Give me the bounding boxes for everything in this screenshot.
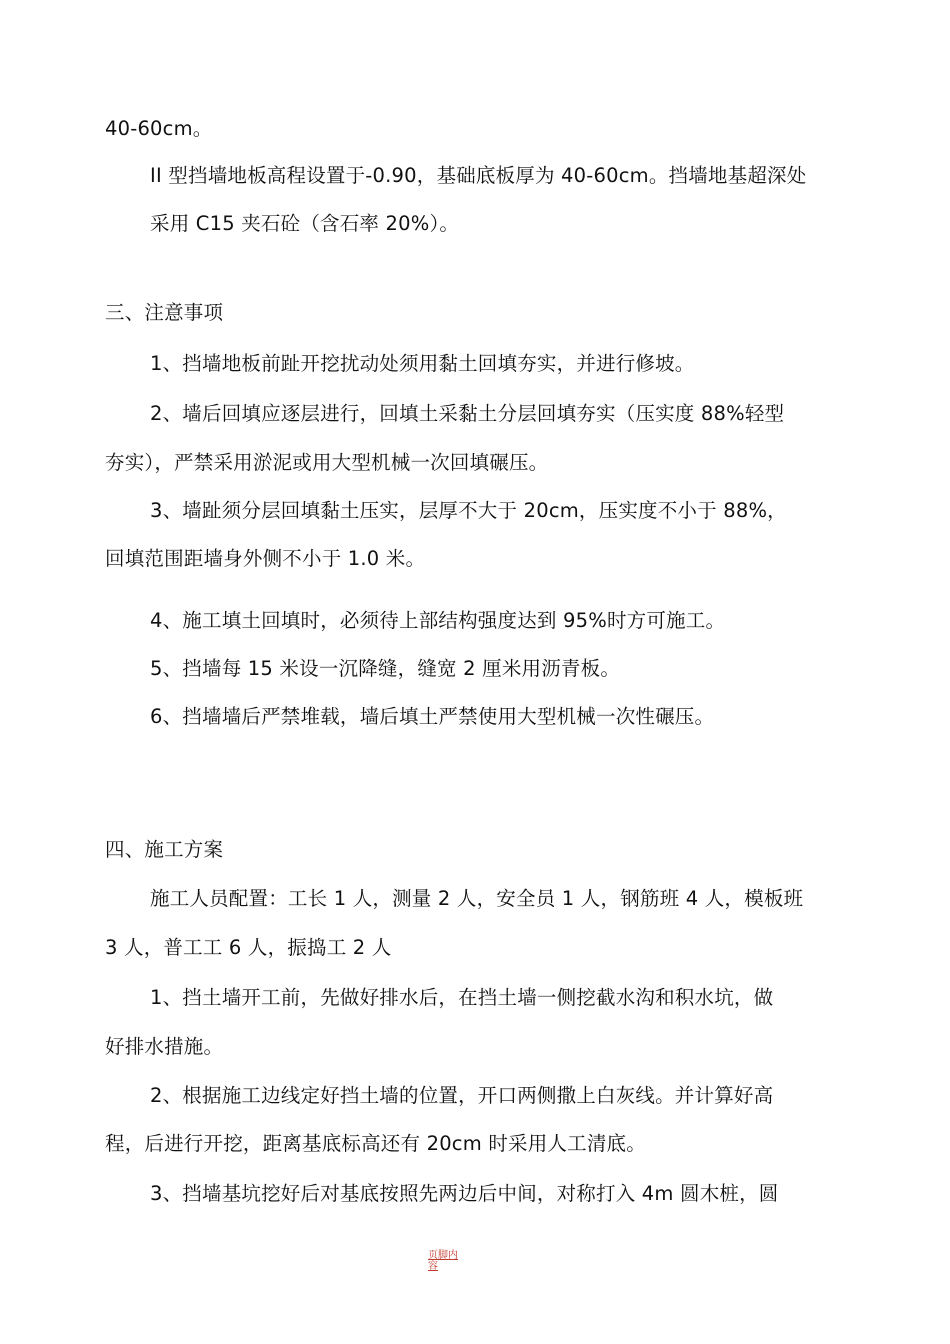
text-line-8: 3、墙趾须分层回填黏土压实，层厚不大于 20cm，压实度不小于 88%，	[150, 499, 787, 522]
text-line-14: 施工人员配置：工长 1 人，测量 2 人，安全员 1 人，钢筋班 4 人，模板班	[150, 887, 804, 910]
text-line-7: 夯实），严禁采用淤泥或用大型机械一次回填碾压。	[105, 451, 549, 474]
text-line-3: 采用 C15 夹石砼（含石率 20%）。	[150, 212, 460, 235]
text-line-18: 2、根据施工边线定好挡土墙的位置，开口两侧撒上白灰线。并计算好高	[150, 1084, 774, 1107]
text-line-15: 3 人，普工工 6 人，振捣工 2 人	[105, 936, 392, 959]
text-line-20: 3、挡墙基坑挖好后对基底按照先两边后中间，对称打入 4m 圆木桩，圆	[150, 1182, 779, 1205]
section-heading-4: 四、施工方案	[105, 838, 224, 861]
text-line-17: 好排水措施。	[105, 1035, 224, 1058]
text-line-6: 2、墙后回填应逐层进行，回填土采黏土分层回填夯实（压实度 88%轻型	[150, 402, 785, 425]
text-line-5: 1、挡墙地板前趾开挖扰动处须用黏土回填夯实，并进行修坡。	[150, 352, 695, 375]
text-line-16: 1、挡土墙开工前，先做好排水后，在挡土墙一侧挖截水沟和积水坑，做	[150, 986, 774, 1009]
text-line-10: 4、施工填土回填时，必须待上部结构强度达到 95%时方可施工。	[150, 609, 726, 632]
text-line-1: 40-60cm。	[105, 117, 213, 140]
text-line-2: II 型挡墙地板高程设置于-0.90，基础底板厚为 40-60cm。挡墙地基超深处	[150, 164, 807, 187]
text-line-19: 程，后进行开挖，距离基底标高还有 20cm 时采用人工清底。	[105, 1132, 646, 1155]
text-line-11: 5、挡墙每 15 米设一沉降缝，缝宽 2 厘米用沥青板。	[150, 657, 621, 680]
section-heading-3: 三、注意事项	[105, 301, 224, 324]
page-footer: 页脚内容	[428, 1250, 458, 1272]
text-line-12: 6、挡墙墙后严禁堆载，墙后填土严禁使用大型机械一次性碾压。	[150, 705, 715, 728]
text-line-9: 回填范围距墙身外侧不小于 1.0 米。	[105, 547, 426, 570]
